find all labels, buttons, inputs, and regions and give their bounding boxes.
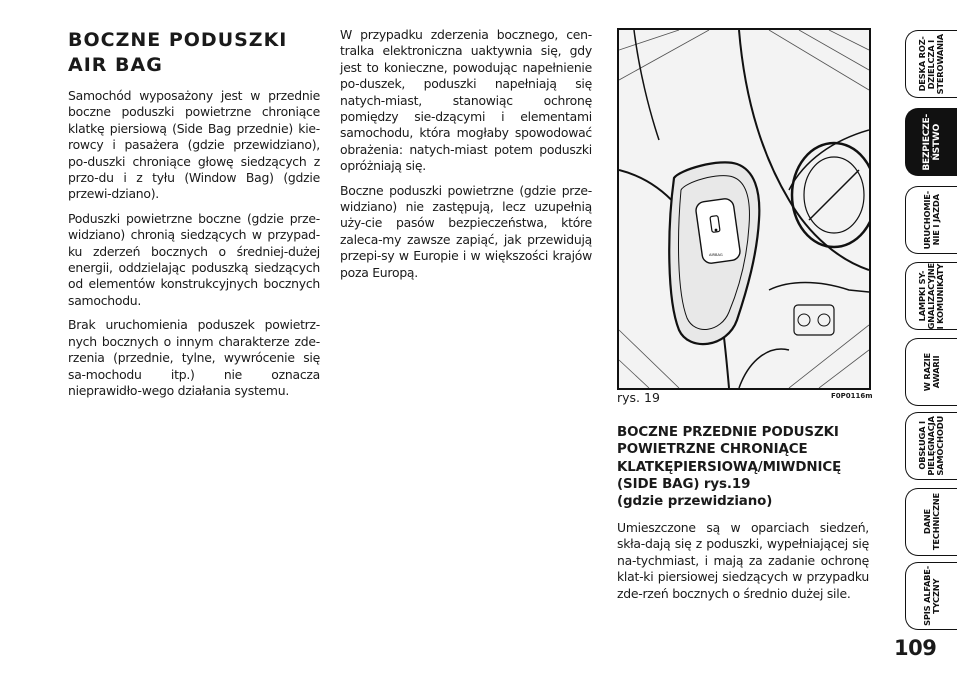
tab-uruchomienie[interactable] [905,186,957,254]
tab-spis-alfabetyczny[interactable] [905,562,957,630]
tab-lampki[interactable] [905,262,957,330]
title-line-1: BOCZNE PODUSZKI [68,29,288,51]
figure-code: F0P0116m [831,392,873,400]
text-column-1 [68,88,320,407]
paragraph: W przypadku zderzenia bocznego, cen-tralka elektroniczna uaktywnia się, gdy jest to konieczne, powodując napełnienie po-duszek, poduszki napełniają się natych-miast, stanowiąc ochronę pomiędzy sie-dzącymi i elementami samochodu, która mogłaby spowodować obrażenia: natych-miast potem poduszki opróżniają się. [340,27,592,174]
text-column-2 [340,27,592,289]
paragraph: Brak uruchomienia poduszek powietrz-nych bocznych o innym charakterze zde-rzenia (przednie, tylne, wywrócenie się sa-mochodu itp.) nie oznacza nieprawidło-wego działania systemu. [68,317,320,398]
section-heading [617,424,887,510]
airbag-label-text: AIRBAG [709,253,723,257]
heading-line: POWIETRZNE CHRONIĄCE [617,442,808,458]
tab-bezpieczenstwo[interactable] [905,108,957,176]
paragraph: Poduszki powietrzne boczne (gdzie prze-widziano) chronią siedzących w przypad-ku zderzeń bocznych o średniej-dużej energii, oddzielając poduszką siedzących od elementów konstrukcyjnych bocznych samochodu. [68,210,320,308]
tab-label: URUCHOMIE- NIE I JAZDA [921,190,941,250]
page-number: 109 [894,636,937,660]
page-title [68,28,328,78]
figure-seat-side-airbag [617,28,871,390]
tab-w-razie-awarii[interactable] [905,338,957,406]
paragraph: Boczne poduszki powietrzne (gdzie prze-widziano) nie zastępują, lecz uzupełnią uży-cie pasów bezpieczeństwa, które zaleca-my zawsze zapiąć, jak przewidują przepi-sy w Europie i w większości krajów poza Europą. [340,182,592,280]
tab-label: DESKA ROZ- DZIELCZA I STEROWANIA [917,33,945,95]
paragraph: Umieszczone są w oparciach siedzeń, skła-dają się z poduszki, wypełniającej się na-tychmiast, i mają za zadanie ochronę klat-ki piersiowej siedzących w przypadku zde-rzeń bocznych o średnio dużej sile. [617,520,869,601]
tab-deska-rozdzielcza[interactable] [905,30,957,98]
heading-line: KLATKĘPIERSIOWĄ/MIWDNICĘ [617,459,842,475]
heading-line: (SIDE BAG) rys.19 [617,476,751,492]
tab-dane-techniczne[interactable] [905,488,957,556]
tab-obsluga[interactable] [905,412,957,480]
seat-illustration [619,30,869,388]
text-column-3 [617,520,869,610]
heading-line: BOCZNE PRZEDNIE PODUSZKI [617,425,839,440]
paragraph: Samochód wyposażony jest w przednie boczne poduszki powietrzne chroniące klatkę piersiową (Side Bag przednie) kie-rowcy i pasażera (gdzie przewidziano), po-duszki chroniące głowę siedzących z przo-du i z tyłu (Window Bag) (gdzie przewi-dziano). [68,88,320,202]
tab-label: OBSŁUGA I PIELĘGNACJA SAMOCHODU [917,416,945,476]
heading-line: (gdzie przewidziano) [617,494,773,510]
tab-label: LAMPKI SY- GNALIZACYJNE I KOMUNIKATY [917,262,945,330]
figure-caption: rys. 19 [617,390,660,405]
tab-label: W RAZIE AWARII [921,352,941,392]
tab-label: BEZPIECZE- ŃSTWO [921,113,942,171]
chapter-tabs [905,0,960,640]
title-line-2: AIR BAG [68,54,163,76]
tab-label: DANE TECHNICZNE [921,493,941,551]
tab-label: SPIS ALFABE- TYCZNY [921,566,941,626]
